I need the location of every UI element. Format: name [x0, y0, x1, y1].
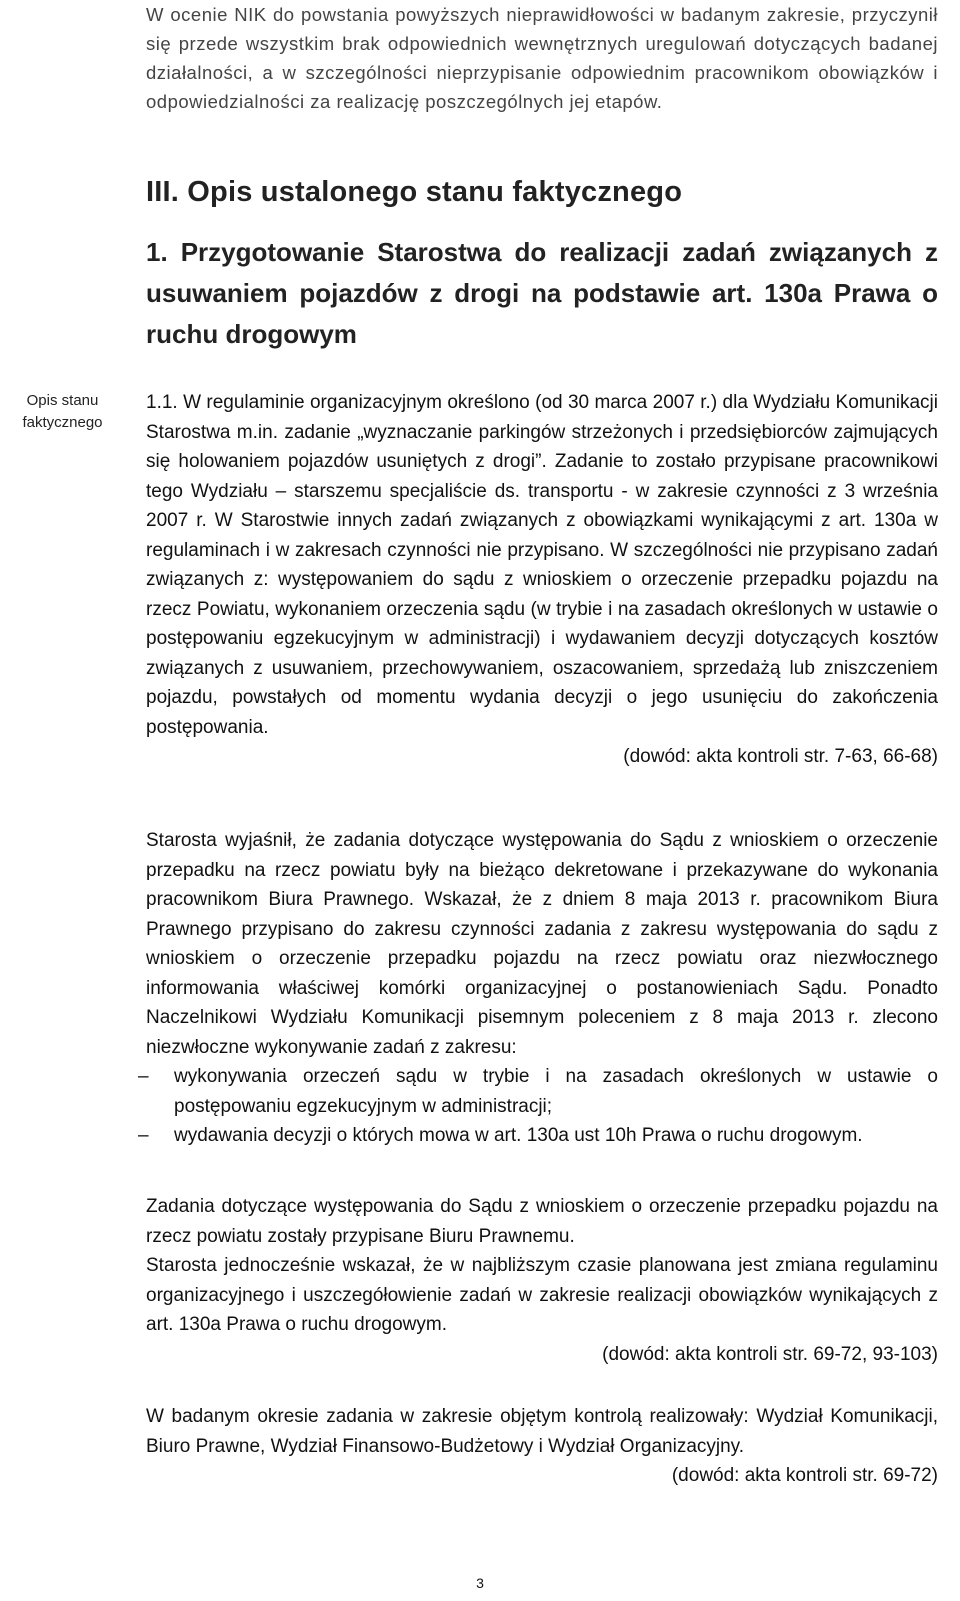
list-item-text: wydawania decyzji o których mowa w art. 130a ust 10h Prawa o ruchu drogowym. [174, 1125, 863, 1146]
subsection-heading: 1. Przygotowanie Starostwa do realizacji zadań związanych z usuwaniem pojazdów z drogi na podstawie art. 130a Prawa o ruchu drogowym [146, 237, 938, 349]
paragraph-assignment: Zadania dotyczące występowania do Sądu z wnioskiem o orzeczenie przepadku pojazdu na rzecz powiatu zostały przypisane Biuru Prawnemu. [146, 1196, 938, 1247]
dash-marker: – [138, 1125, 149, 1146]
evidence-reference-1: (dowód: akta kontroli str. 7-63, 66-68) [623, 746, 938, 767]
evidence-reference-3: (dowód: akta kontroli str. 69-72) [671, 1465, 938, 1486]
paragraph-explanation: Starosta wyjaśnił, że zadania dotyczące występowania do Sądu z wnioskiem o orzeczenie przepadku na rzecz powiatu były na bieżąco dekretowane i przekazywane do wykonania pracownikom Biura Prawnego. Wskazał, że z dniem 8 maja 2013 r. pracownikom Biura Prawnego przypisano do zakresu czynności zadania z zakresu występowania do sądu z wnioskiem o orzeczenie przepadku pojazdu na rzecz powiatu oraz niezwłocznego informowania właściwej komórki organizacyjnej o postanowieniach Sądu. Ponadto Naczelnikowi Wydziału Komunikacji pisemnym poleceniem z 8 maja 2013 r. zlecono niezwłoczne wykonywanie zadań z zakresu: [146, 830, 938, 1058]
intro-block [146, 0, 938, 116]
findings-block [146, 388, 938, 772]
assignment-block [146, 1192, 938, 1369]
section-heading: III. Opis ustalonego stanu faktycznego [146, 176, 683, 208]
paragraph-units: W badanym okresie zadania w zakresie objętym kontrolą realizowały: Wydział Komunikacji, Biuro Prawne, Wydział Finansowo-Budżetowy i Wydział Organizacyjny. [146, 1406, 938, 1457]
margin-label [0, 390, 125, 434]
paragraph-1-1: 1.1. W regulaminie organizacyjnym określono (od 30 marca 2007 r.) dla Wydziału Komunikacji Starostwa m.in. zadanie „wyznaczanie parkingów strzeżonych i przedsiębiorców zajmujących się holowaniem pojazdów usuniętych z drogi”. Zadanie to zostało przypisane pracownikowi tego Wydziału – starszemu specjaliście ds. transportu - w zakresie czynności z 3 września 2007 r. W Starostwie innych zadań związanych z obowiązkami wynikającymi z art. 130a w regulaminach i w zakresach czynności nie przypisano. W szczególności nie przypisano zadań związanych z: występowaniem do sądu z wnioskiem o orzeczenie przepadku pojazdu na rzecz Powiatu, wykonaniem orzeczenia sądu (w trybie i na zasadach określonych w ustawie o postępowaniu egzekucyjnym w administracji) i wydawaniem decyzji dotyczących kosztów związanych z usuwaniem, przechowywaniem, oszacowaniem, sprzedażą lub zniszczeniem pojazdu, powstałych od momentu wydania decyzji o jego usunięciu do zakończenia postępowania. [146, 392, 938, 738]
explanation-block [138, 826, 938, 1151]
margin-label-line2: faktycznego [22, 414, 103, 431]
list-item [138, 1121, 938, 1151]
list-item [138, 1062, 938, 1121]
task-list [138, 1062, 938, 1151]
units-block [146, 1402, 938, 1491]
intro-paragraph: W ocenie NIK do powstania powyższych nieprawidłowości w badanym zakresie, przyczynił się przede wszystkim brak odpowiednich wewnętrznych uregulowań dotyczących badanej działalności, a w szczególności nieprzypisanie odpowiednim pracownikom obowiązków i odpowiedzialności za realizację poszczególnych jej etapów. [146, 4, 938, 112]
evidence-reference-2: (dowód: akta kontroli str. 69-72, 93-103) [602, 1343, 938, 1365]
page-number: 3 [476, 1575, 484, 1591]
paragraph-planned-change: Starosta jednocześnie wskazał, że w najbliższym czasie planowana jest zmiana regulaminu organizacyjnego i uszczegółowienie zadań w zakresie realizacji obowiązków wynikających z art. 130a Prawa o ruchu drogowym. [146, 1255, 938, 1335]
margin-label-line1: Opis stanu [26, 392, 99, 409]
list-item-text: wykonywania orzeczeń sądu w trybie i na zasadach określonych w ustawie o postępowaniu egzekucyjnym w administracji; [174, 1066, 938, 1117]
dash-marker: – [138, 1066, 149, 1087]
